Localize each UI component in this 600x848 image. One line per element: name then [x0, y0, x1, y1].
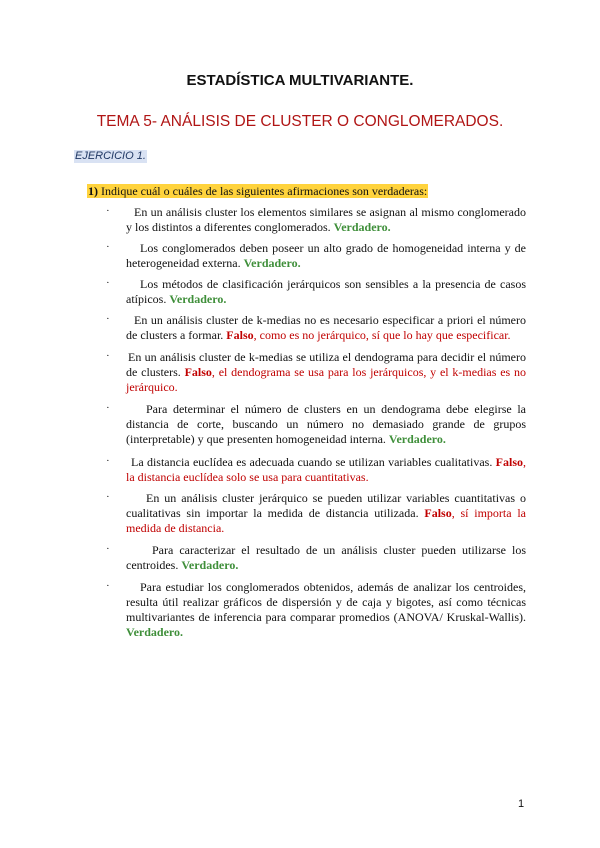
list-item [126, 205, 526, 235]
item-text: Para estudiar los conglomerados obtenidos, además de analizar los centroides, resulta útil realizar gráficos de dispersión y de caja y bigotes, así como técnicas multivariantes de inferencia para comparar promedios (ANOVA/ Kruskal-Wallis). [126, 580, 526, 624]
item-verdict: Verdadero. [169, 292, 227, 306]
bullet: · [106, 277, 110, 289]
item-text: Los conglomerados deben poseer un alto grado de homogeneidad interna y de heterogeneidad externa. [126, 241, 526, 270]
item-text: Para caracterizar el resultado de un análisis cluster pueden utilizarse los centroides. [126, 543, 526, 572]
item-text: En un análisis cluster de k-medias no es necesario especificar a priori el número de clusters a formar. [126, 313, 526, 342]
item-text: Los métodos de clasificación jerárquicos son sensibles a la presencia de casos atípicos. [126, 277, 526, 306]
item-verdict: Verdadero. [126, 625, 183, 639]
page-number: 1 [518, 798, 525, 810]
list-item [126, 455, 526, 485]
bullet: · [106, 580, 110, 592]
bullet: · [106, 205, 110, 217]
question-number: 1) [88, 184, 98, 198]
list-item [126, 580, 526, 640]
item-text: En un análisis cluster jerárquico se pueden utilizar variables cuantitativas o cualitativas sin importar la medida de distancia utilizada. [126, 491, 526, 520]
list-item [126, 277, 526, 307]
item-verdict: Verdadero. [243, 256, 301, 270]
question-1 [87, 184, 428, 198]
item-verdict: Falso [424, 506, 452, 520]
item-verdict: Verdadero. [181, 558, 239, 572]
list-item [126, 350, 526, 395]
item-explanation: , el dendograma se usa para los jerárquicos, y el k-medias es no jerárquico. [126, 365, 526, 394]
item-verdict: Falso [495, 455, 524, 469]
bullet: · [106, 543, 110, 555]
ejercicio-label: EJERCICIO 1. [75, 150, 146, 162]
bullet: · [106, 455, 110, 467]
list-item [126, 491, 526, 536]
main-title: ESTADÍSTICA MULTIVARIANTE. [186, 72, 414, 89]
item-verdict: Falso [184, 365, 212, 379]
list-item [126, 543, 526, 573]
item-text: Para determinar el número de clusters en un dendograma debe elegirse la distancia de corte, buscando un número no demasiado grande de grupos (interpretable) y que presenten homogeneidad interna. [126, 402, 526, 446]
list-item [126, 313, 526, 343]
item-explanation: , la distancia euclídea solo se usa para cuantitativas. [126, 455, 527, 484]
tema-title: TEMA 5- ANÁLISIS DE CLUSTER O CONGLOMERADOS. [96, 113, 504, 130]
bullet: · [106, 491, 110, 503]
item-explanation: , como es no jerárquico, sí que lo hay que especificar. [253, 328, 511, 342]
item-text: En un análisis cluster de k-medias se utiliza el dendograma para decidir el número de clusters. [126, 350, 526, 379]
question-text: Indique cuál o cuáles de las siguientes afirmaciones son verdaderas: [98, 184, 428, 198]
list-item [126, 402, 526, 447]
item-verdict: Verdadero. [333, 220, 391, 234]
bullet: · [106, 241, 110, 253]
bullet: · [106, 350, 110, 362]
item-text: La distancia euclídea es adecuada cuando se utilizan variables cualitativas. [131, 455, 493, 469]
bullet: · [106, 313, 110, 325]
bullet: · [106, 402, 110, 414]
item-verdict: Verdadero. [388, 432, 446, 446]
item-verdict: Falso [226, 328, 254, 342]
item-text: En un análisis cluster los elementos similares se asignan al mismo conglomerado y los distintos a diferentes conglomerados. [126, 205, 526, 234]
item-explanation: , sí importa la medida de distancia. [126, 506, 526, 535]
list-item [126, 241, 526, 271]
